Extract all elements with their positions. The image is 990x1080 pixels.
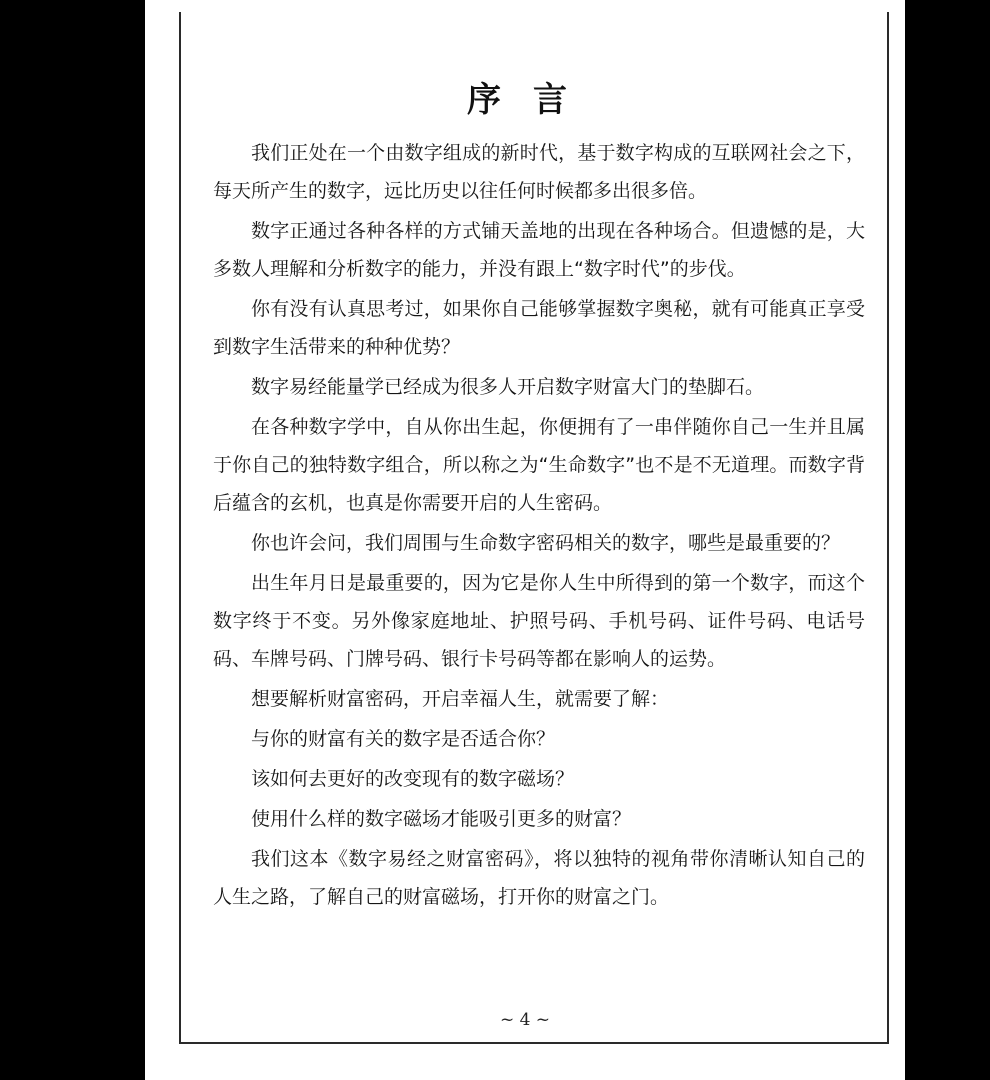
paragraph: 在各种数字学中，自从你出生起，你便拥有了一串伴随你自己一生并且属于你自己的独特数字组合，所以称之为“生命数字”也不是不无道理。而数字背后蕴含的玄机，也真是你需要开启的人生密码。 bbox=[213, 416, 865, 514]
body-text bbox=[213, 134, 865, 918]
paragraph: 你也许会问，我们周围与生命数字密码相关的数字，哪些是最重要的？ bbox=[251, 532, 841, 554]
paragraph: 出生年月日是最重要的，因为它是你人生中所得到的第一个数字，而这个数字终于不变。另外像家庭地址、护照号码、手机号码、证件号码、电话号码、车牌号码、门牌号码、银行卡号码等都在影响人的运势。 bbox=[213, 572, 865, 670]
page-border-right bbox=[887, 12, 889, 1044]
paragraph: 我们正处在一个由数字组成的新时代，基于数字构成的互联网社会之下，每天所产生的数字，远比历史以往任何时候都多出很多倍。 bbox=[213, 142, 865, 202]
paragraph: 数字易经能量学已经成为很多人开启数字财富大门的垫脚石。 bbox=[251, 376, 765, 398]
page-title: 序言 bbox=[467, 80, 599, 120]
page-number: ~ 4 ~ bbox=[499, 1010, 551, 1030]
paragraph: 想要解析财富密码，开启幸福人生，就需要了解： bbox=[251, 688, 670, 710]
paragraph: 该如何去更好的改变现有的数字磁场？ bbox=[251, 768, 575, 790]
paragraph: 与你的财富有关的数字是否适合你？ bbox=[251, 728, 556, 750]
paragraph: 数字正通过各种各样的方式铺天盖地的出现在各种场合。但遗憾的是，大多数人理解和分析数字的能力，并没有跟上“数字时代”的步伐。 bbox=[213, 220, 865, 280]
document-page bbox=[145, 0, 905, 1080]
paragraph: 你有没有认真思考过，如果你自己能够掌握数字奥秘，就有可能真正享受到数字生活带来的种种优势？ bbox=[213, 298, 865, 358]
paragraph: 我们这本《数字易经之财富密码》，将以独特的视角带你清晰认知自己的人生之路，了解自己的财富磁场，打开你的财富之门。 bbox=[213, 848, 865, 908]
page-border-bottom bbox=[179, 1042, 889, 1044]
paragraph: 使用什么样的数字磁场才能吸引更多的财富？ bbox=[251, 808, 632, 830]
page-border-left bbox=[179, 12, 181, 1044]
